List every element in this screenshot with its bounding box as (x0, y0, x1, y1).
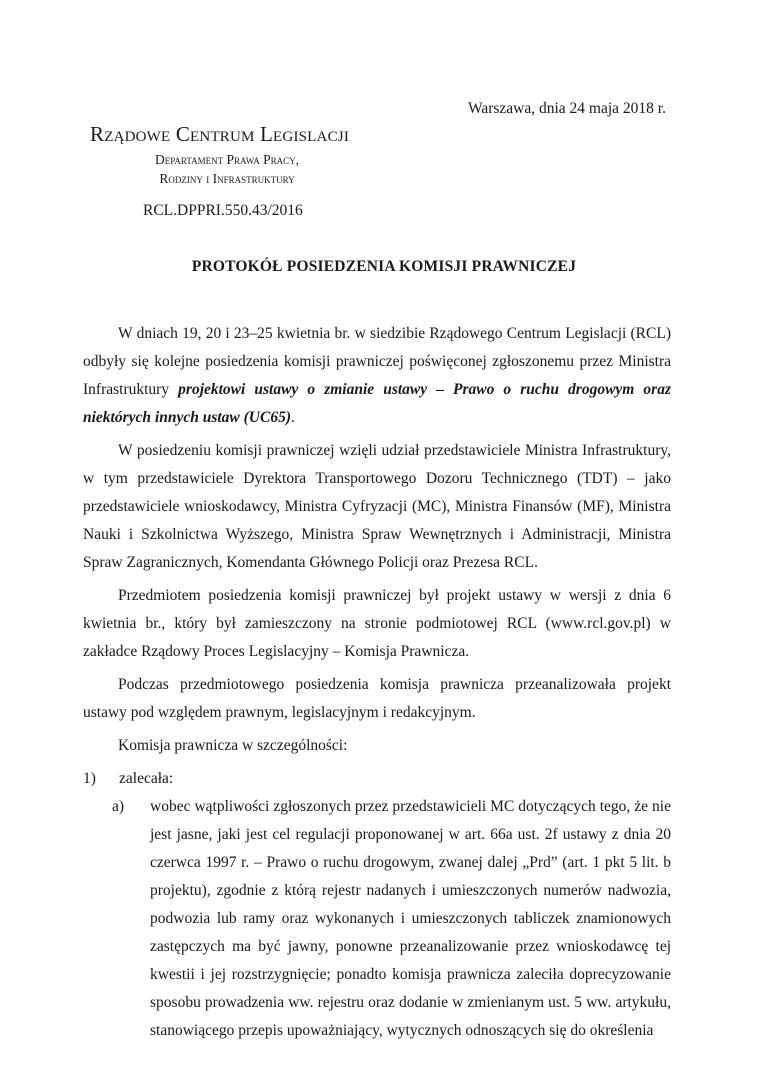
reference-number: RCL.DPPRI.550.43/2016 (143, 202, 303, 219)
list-item-1a (83, 793, 671, 1045)
paragraph-3: Przedmiotem posiedzenia komisji prawniczej był projekt ustawy w wersji z dnia 6 kwietnia br., który był zamieszczony na stronie podmiotowej RCL (www.rcl.gov.pl) w zakładce Rządowy Proces Legislacyjny – Komisja Prawnicza. (83, 587, 671, 660)
organization-name: Rządowe Centrum Legislacji (90, 122, 350, 146)
paragraph-5: Komisja prawnicza w szczególności: (118, 737, 348, 754)
department-line-1: Departament Prawa Pracy, (154, 152, 300, 167)
document-body (83, 320, 671, 1045)
document-title: PROTOKÓŁ POSIEDZENIA KOMISJI PRAWNICZEJ (191, 258, 577, 275)
paragraph-4: Podczas przedmiotowego posiedzenia komisja prawnicza przeanalizowała projekt ustawy pod względem prawnym, legislacyjnym i redakcyjnym. (83, 676, 671, 721)
list-item-1a-text: wobec wątpliwości zgłoszonych przez przedstawicieli MC dotyczących tego, że nie jest jasne, jaki jest cel regulacji proponowanej w art. 66a ust. 2f ustawy z dnia 20 czerwca 1997 r. – Prawo o ruchu drogowym, zwanej dalej „Prd” (art. 1 pkt 5 lit. b projektu), zgodnie z którą rejestr nadanych i umieszczonych numerów nadwozia, podwozia lub ramy oraz wykonanych i umieszczonych tabliczek znamionowych zastępczych ma być jawny, ponowne przeanalizowanie przez wnioskodawcę tej kwestii i jej rozstrzygnięcie; ponadto komisja prawnicza zaleciła doprecyzowanie sposobu prowadzenia ww. rejestru oraz dodanie w zmienianym ust. 5 ww. artykułu, stanowiącego przepis upoważniający, wytycznych odnoszących się do określenia (150, 798, 671, 1039)
list-item-1 (83, 765, 671, 793)
paragraph-2: W posiedzeniu komisji prawniczej wzięli udział przedstawiciele Ministra Infrastruktury, w tym przedstawiciele Dyrektora Transportowego Dozoru Technicznego (TDT) – jako przedstawiciele wnioskodawcy, Ministra Cyfryzacji (MC), Ministra Finansów (MF), Ministra Nauki i Szkolnictwa Wyższego, Ministra Spraw Wewnętrznych i Administracji, Ministra Spraw Zagranicznych, Komendanta Głównego Policji oraz Prezesa RCL. (83, 442, 671, 571)
list-item-1-text: zalecała: (119, 770, 174, 787)
list-item-1-number: 1) (83, 770, 96, 787)
date-line: Warszawa, dnia 24 maja 2018 r. (467, 100, 666, 117)
paragraph-1-end: . (290, 409, 295, 426)
paragraph-1-text: W dniach 19, 20 i 23–25 kwietnia br. w siedzibie Rządowego Centrum Legislacji (RCL) odbyły się kolejne posiedzenia komisji prawniczej poświęconej zgłoszonemu przez Ministra Infrastruktury (83, 325, 671, 398)
paragraph-1-emphasis: projektowi ustawy o zmianie ustawy – Prawo o ruchu drogowym oraz niektórych innych ustaw (UC65) (83, 381, 671, 426)
paragraph-1 (83, 320, 671, 432)
department-name (122, 150, 332, 188)
list-item-1a-letter: a) (112, 798, 125, 815)
department-line-2: Rodziny i Infrastruktury (159, 171, 295, 186)
